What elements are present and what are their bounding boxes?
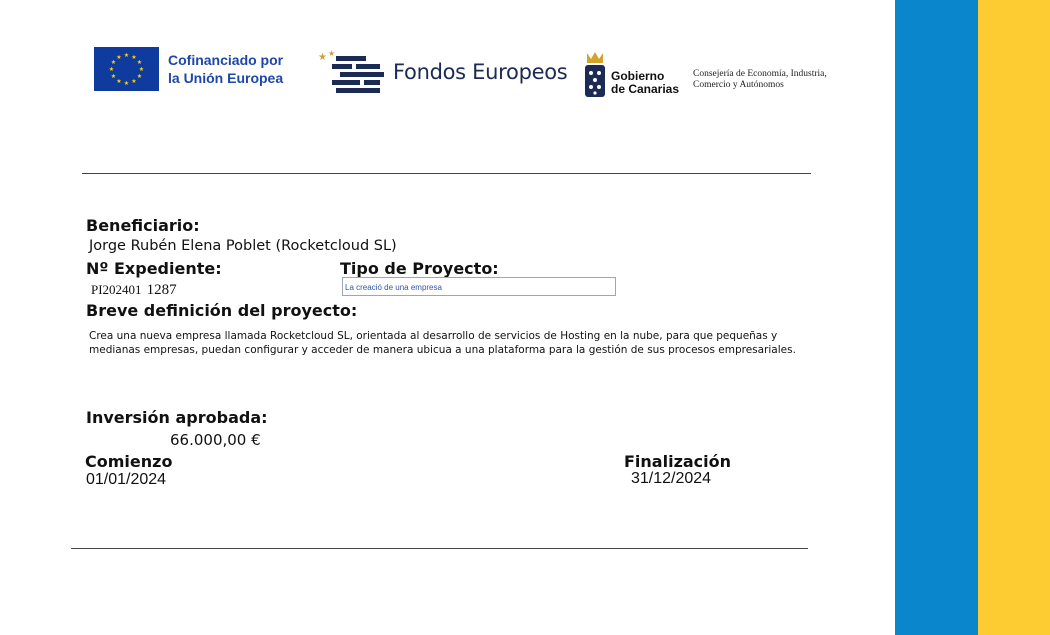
consejeria-text xyxy=(693,69,827,91)
eu-logo-line2: la Unión Europea xyxy=(168,70,284,86)
expediente-value xyxy=(91,279,177,299)
svg-text:★: ★ xyxy=(131,54,137,61)
svg-text:★: ★ xyxy=(108,66,115,73)
svg-text:★: ★ xyxy=(138,66,145,73)
gobierno-canarias-crest-icon xyxy=(583,51,607,99)
svg-text:★: ★ xyxy=(116,54,122,61)
fondos-europeos-mark-icon xyxy=(318,48,384,96)
fondos-europeos-logo-text: Fondos Europeos xyxy=(393,60,568,84)
svg-text:★: ★ xyxy=(328,49,336,58)
expediente-label: Nº Expediente: xyxy=(86,259,222,278)
inversion-label: Inversión aprobada: xyxy=(86,408,268,427)
yellow-stripe xyxy=(978,0,1050,635)
svg-text:★: ★ xyxy=(136,59,143,66)
beneficiario-label: Beneficiario: xyxy=(86,216,200,235)
svg-text:★: ★ xyxy=(318,52,327,63)
tipo-proyecto-label: Tipo de Proyecto: xyxy=(340,259,499,278)
beneficiario-value: Jorge Rubén Elena Poblet (Rocketcloud SL) xyxy=(89,238,397,254)
eu-cofinanciado-logo-text xyxy=(168,51,283,87)
svg-text:★: ★ xyxy=(123,80,130,87)
svg-text:★: ★ xyxy=(123,52,130,59)
finalizacion-label: Finalización xyxy=(624,452,732,471)
expediente-prefix: PI202401 xyxy=(91,282,142,297)
breve-definicion-label: Breve definición del proyecto: xyxy=(86,301,358,320)
eu-flag-icon xyxy=(94,47,159,91)
consejeria-line1: Consejería de Economía, Industria, xyxy=(693,69,827,79)
inversion-value: 66.000,00 € xyxy=(170,431,261,449)
gobierno-line2: de Canarias xyxy=(611,82,680,96)
comienzo-value: 01/01/2024 xyxy=(86,471,167,488)
blue-stripe xyxy=(895,0,978,635)
gobierno-canarias-logo-text xyxy=(611,70,679,96)
svg-text:★: ★ xyxy=(110,59,117,66)
bottom-divider xyxy=(71,548,808,549)
gobierno-line1: Gobierno xyxy=(611,69,665,83)
finalizacion-value: 31/12/2024 xyxy=(631,470,712,487)
svg-text:★: ★ xyxy=(110,73,117,80)
consejeria-line2: Comercio y Autónomos xyxy=(693,80,784,90)
svg-text:★: ★ xyxy=(136,73,143,80)
expediente-number: 1287 xyxy=(146,282,177,298)
breve-definicion-text: Crea una nueva empresa llamada Rocketcloud SL, orientada al desarrollo de servicios de Hosting en la nube, para que pequeñas y medianas empresas, puedan configurar y acceder de manera ubicua a una plataforma para la gestión de sus procesos empresariales. xyxy=(89,330,796,356)
top-divider xyxy=(82,173,811,174)
eu-logo-line1: Cofinanciado por xyxy=(168,52,284,68)
tipo-proyecto-field[interactable]: La creació de una empresa xyxy=(342,277,616,296)
svg-text:★: ★ xyxy=(131,78,137,85)
comienzo-label: Comienzo xyxy=(85,452,173,471)
svg-text:★: ★ xyxy=(116,78,122,85)
